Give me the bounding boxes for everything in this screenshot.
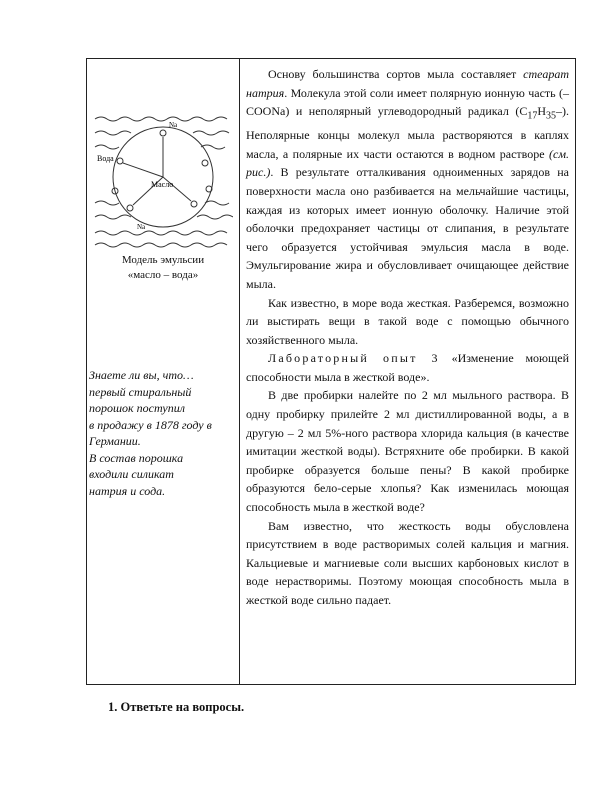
emulsion-figure <box>93 111 233 283</box>
term-emphasis: стеарат натрия <box>246 67 569 100</box>
paragraph-hard-water-question: Как известно, в море вода жесткая. Разберемся, возможно ли выстирать вещи в такой воде с помощью обычного хозяйственного мыла. <box>246 295 569 347</box>
note-line: в продажу в 1878 году в <box>89 417 212 432</box>
lab-experiment-title: Лабораторный опыт 3 «Изменение моющей способности мыла в жесткой воде». <box>246 351 570 384</box>
content-table <box>86 58 576 685</box>
note-line: Знаете ли вы, что… <box>89 368 194 382</box>
did-you-know-note <box>89 367 241 499</box>
question-heading: 1. Ответьте на вопросы. <box>108 700 245 714</box>
note-line: порошок поступил <box>89 401 185 415</box>
figure-reference: (см. рис.) <box>246 146 569 180</box>
caption-line: Модель эмульсии <box>121 254 205 266</box>
main-text-column <box>240 59 575 684</box>
oil-label: Масло <box>151 180 174 189</box>
note-line: первый стиральный <box>89 384 192 399</box>
note-line: В состав порошка <box>89 450 184 465</box>
margin-column <box>87 59 240 684</box>
note-line: Германии. <box>89 434 141 448</box>
paragraph-conclusion: Вам известно, что жесткость воды обусловлена присутствием в воде растворимых солей кальция и магния. Кальциевые и магниевые соли высших карбоновых кислот в воде нерастворимы. Поэтому моющая способность мыла в жесткой воде сильно падает. <box>246 518 569 608</box>
paragraph-experiment-steps: В две пробирки налейте по 2 мл мыльного раствора. В одну пробирку прилейте 2 мл дистиллированной воды, а в другую – 2 мл 5%-ного раствора хлорида кальция (в качестве имитации жесткой воды). Встряхните обе пробирки. В какой пробирке образуется больше пены? В какой пробирке образуются бело-серые хлопья? Как изменилась моющая способность мыла в жесткой воде? <box>246 388 569 515</box>
water-label: Вода <box>97 154 114 163</box>
note-line: натрия и сода. <box>89 483 166 498</box>
sodium-label-bottom: Na <box>137 223 146 231</box>
sodium-label: Na <box>169 121 178 129</box>
emulsion-diagram <box>93 111 233 251</box>
caption-line: «масло – вода» <box>127 269 199 281</box>
note-line: входили силикат <box>89 467 174 481</box>
paragraph-soap-structure: Основу большинства сортов мыла составляет стеарат натрия. Молекула этой соли имеет полярную ионную часть (–COONa) и неполярный углеводородный радикал $(C_{17}H_{35}-)$. Неполярные концы молекул мыла растворяются в каплях масла, а полярные их части остаются в водном растворе (см. рис.). В результате отталкивания одноименных зарядов на поверхности масла оно разбивается на мельчайшие частицы, каждая из которых имеет ионную оболочку. Наличие этой оболочки предохраняет частицы от слипания, в результате чего образуется устойчивая эмульсия масла в воде. Эмульгирование жира и обусловливает очищающее действие мыла. <box>246 67 569 291</box>
figure-caption <box>93 253 233 283</box>
